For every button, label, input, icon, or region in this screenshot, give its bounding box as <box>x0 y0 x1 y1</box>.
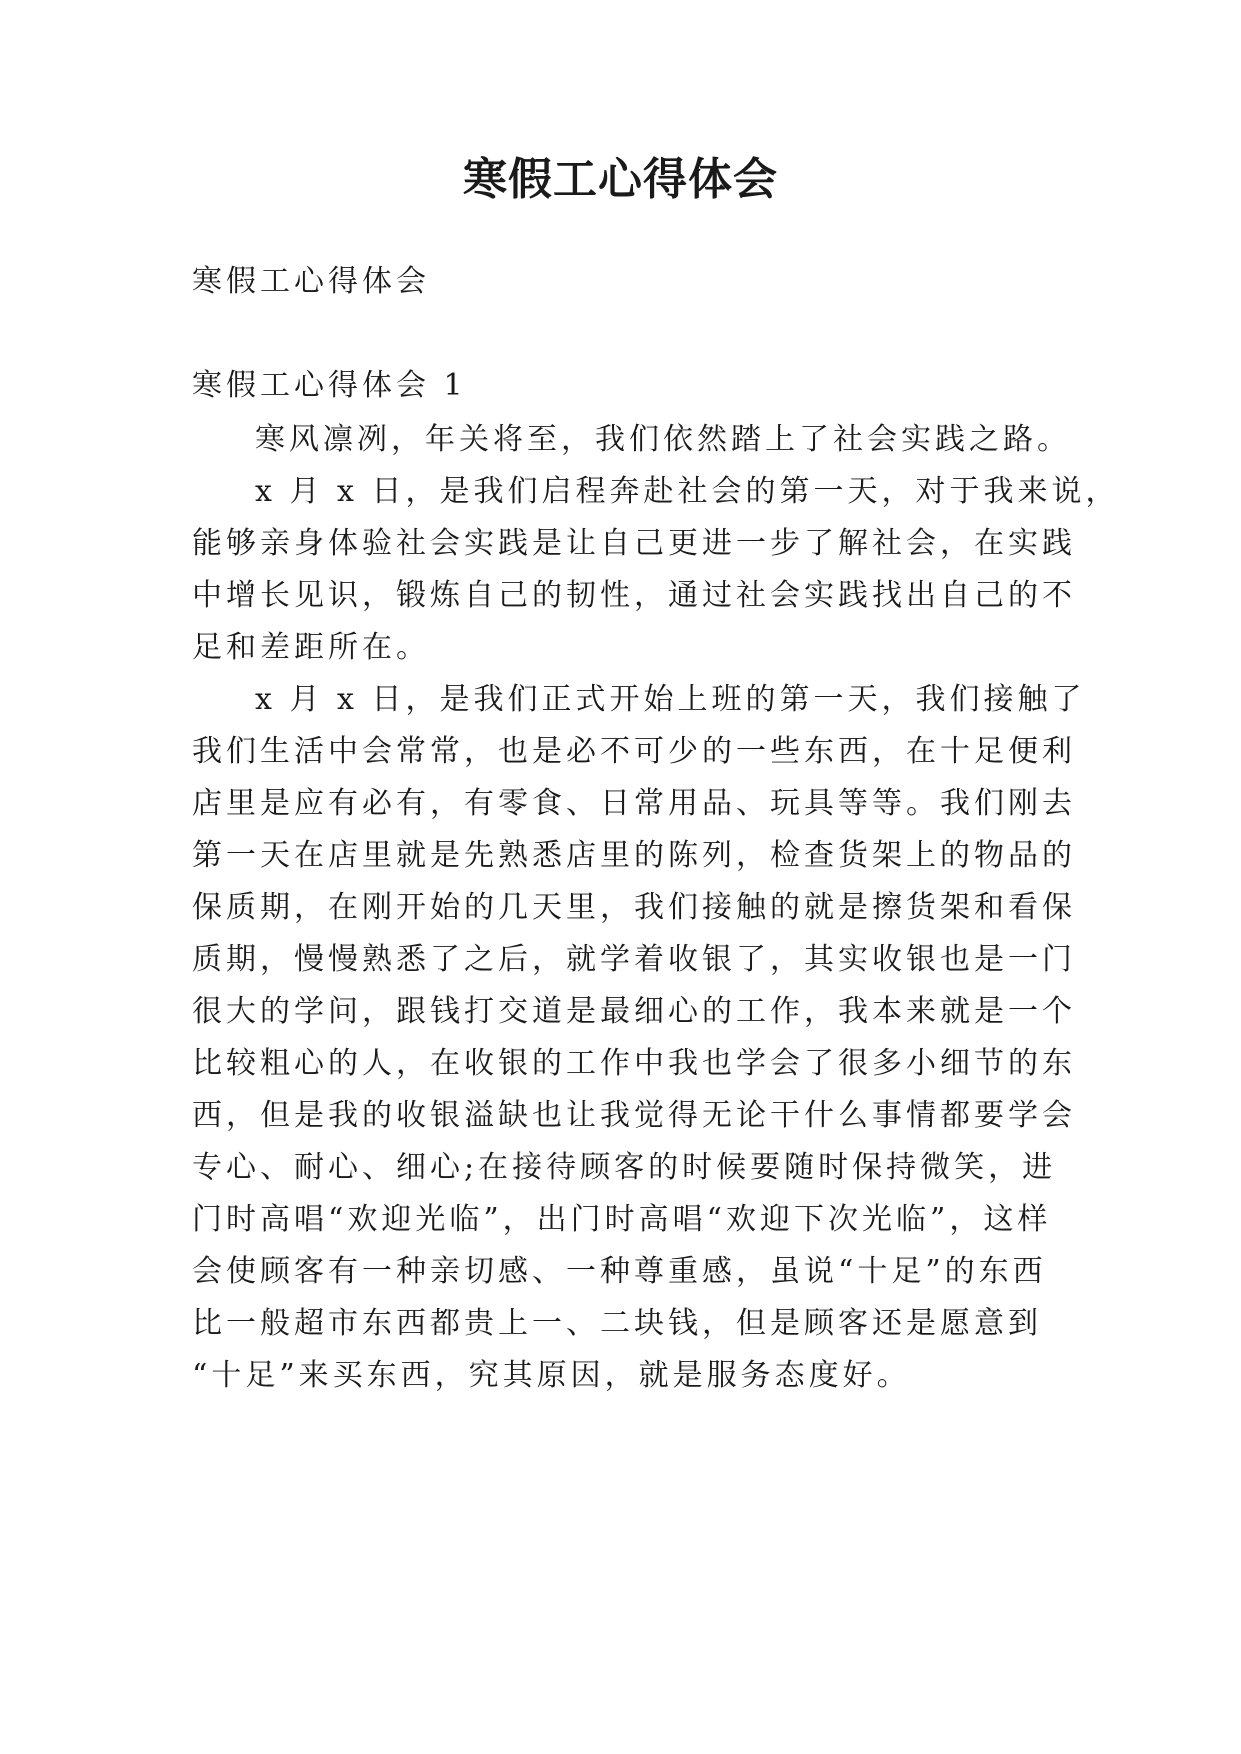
paragraph-line: 第一天在店里就是先熟悉店里的陈列，检查货架上的物品的 <box>192 838 1076 873</box>
paragraph-line: 西，但是我的收银溢缺也让我觉得无论干什么事情都要学会 <box>192 1098 1076 1133</box>
paragraph-line: 质期，慢慢熟悉了之后，就学着收银了，其实收银也是一门 <box>192 942 1076 977</box>
paragraph-line: 能够亲身体验社会实践是让自己更进一步了解社会，在实践 <box>192 526 1076 561</box>
paragraph-line: 我们生活中会常常，也是必不可少的一些东西，在十足便利 <box>192 734 1076 769</box>
document-title: 寒假工心得体会 <box>463 154 778 205</box>
paragraph-line: 专心、耐心、细心;在接待顾客的时候要随时保持微笑，进 <box>192 1150 1057 1185</box>
paragraph-line: 很大的学问，跟钱打交道是最细心的工作，我本来就是一个 <box>192 994 1076 1029</box>
paragraph-line: 足和差距所在。 <box>192 630 430 665</box>
paragraph-line: 门时高唱“欢迎光临”，出门时高唱“欢迎下次光临”，这样 <box>192 1202 1052 1237</box>
paragraph-line: 中增长见识，锻炼自己的韧性，通过社会实践找出自己的不 <box>192 578 1076 613</box>
paragraph-line: x 月 x 日，是我们启程奔赴社会的第一天，对于我来说， <box>255 474 1120 509</box>
paragraph-line: 保质期，在刚开始的几天里，我们接触的就是擦货架和看保 <box>192 890 1076 925</box>
paragraph-line: x 月 x 日，是我们正式开始上班的第一天，我们接触了 <box>255 682 1086 717</box>
paragraph-line: “十足”来买东西，究其原因，就是服务态度好。 <box>192 1358 911 1393</box>
paragraph-line: 比一般超市东西都贵上一、二块钱，但是顾客还是愿意到 <box>192 1306 1042 1341</box>
section-heading: 寒假工心得体会 1 <box>192 368 467 403</box>
paragraph-line: 店里是应有必有，有零食、日常用品、玩具等等。我们刚去 <box>192 786 1076 821</box>
paragraph-line: 寒风凛冽，年关将至，我们依然踏上了社会实践之路。 <box>255 422 1071 457</box>
paragraph-line: 会使顾客有一种亲切感、一种尊重感，虽说“十足”的东西 <box>192 1254 1047 1289</box>
paragraph-line: 比较粗心的人，在收银的工作中我也学会了很多小细节的东 <box>192 1046 1076 1081</box>
document-subtitle: 寒假工心得体会 <box>192 264 430 299</box>
